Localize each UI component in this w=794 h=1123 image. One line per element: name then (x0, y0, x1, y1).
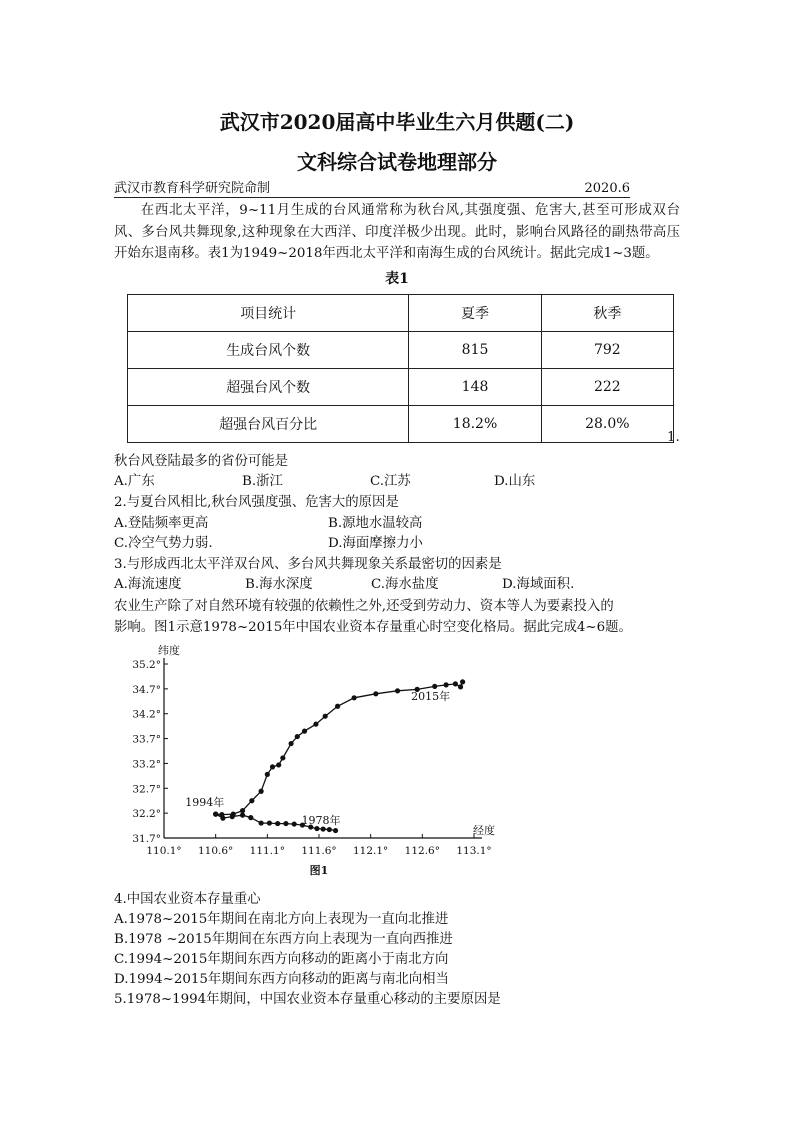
question-4-stem: 4.中国农业资本存量重心 (114, 892, 261, 907)
table-cell: 超强台风个数 (128, 369, 409, 406)
data-point (270, 764, 275, 769)
table-row (128, 369, 674, 406)
figure-1-chart (114, 640, 534, 880)
x-tick-label: 113.1° (456, 845, 492, 857)
data-point (313, 722, 318, 727)
data-point (275, 821, 280, 826)
table-cell: 148 (409, 369, 541, 406)
chart-labels-layer (158, 643, 495, 877)
table-cell: 生成台风个数 (128, 332, 409, 369)
question-5-stem: 5.1978~1994年期间，中国农业资本存量重心移动的主要原因是 (114, 992, 501, 1007)
option-a: A.1978~2015年期间在南北方向上表现为一直向北推进 (114, 912, 449, 927)
point-annotation: 1978年 (301, 814, 341, 828)
table-header-cell: 秋季 (541, 295, 673, 332)
y-tick-label: 32.7° (132, 783, 161, 796)
data-point (292, 821, 297, 826)
figure-caption: 图1 (309, 864, 329, 877)
x-tick-label: 110.6° (198, 845, 234, 857)
question-3-options (114, 575, 674, 595)
x-axis-label: 经度 (473, 824, 495, 837)
data-point (453, 681, 458, 686)
question-1-stem: 秋台风登陆最多的省份可能是 (114, 454, 289, 469)
y-tick-label: 32.2° (132, 808, 161, 821)
typhoon-stats-table (127, 294, 674, 443)
y-tick-label: 35.2° (132, 659, 161, 671)
x-tick-label: 111.6° (301, 845, 337, 857)
data-point (395, 688, 400, 693)
x-tick-label: 111.1° (249, 845, 285, 857)
x-tick-label: 110.1° (146, 845, 182, 857)
option-a: A.登陆频率更高 (114, 516, 209, 531)
option-c: C.1994~2015年期间东西方向移动的距离小于南北方向 (114, 952, 449, 967)
data-point (219, 812, 224, 817)
point-annotation: 1994年 (185, 796, 225, 810)
table-cell: 28.0% (541, 406, 673, 443)
data-point (240, 813, 245, 818)
data-point (259, 820, 264, 825)
source-date: 2020.6 (584, 181, 630, 196)
data-point (302, 729, 307, 734)
table-header-cell: 项目统计 (128, 295, 409, 332)
exam-title: 武汉市2020届高中毕业生六月供题(二) (219, 110, 575, 134)
question-3-stem: 3.与形成西北太平洋双台风、多台风共舞现象关系最密切的因素是 (114, 557, 502, 572)
table-cell: 792 (541, 332, 673, 369)
data-point (373, 691, 378, 696)
table-row (128, 332, 674, 369)
table-header-cell: 夏季 (409, 295, 541, 332)
x-tick-label: 112.6° (404, 845, 440, 857)
paragraph-2-line-1: 农业生产除了对自然环境有较强的依赖性之外,还受到劳动力、资本等人为要素投入的 (114, 599, 614, 614)
table-cell: 815 (409, 332, 541, 369)
table-cell: 超强台风百分比 (128, 406, 409, 443)
table-row (128, 406, 674, 443)
paragraph-2-line-2: 影响。图1示意1978~2015年中国农业资本存量重心时空变化格局。据此完成4~6题。 (114, 620, 632, 635)
option-c: C.江苏 (370, 474, 411, 489)
option-d: D.海面摩擦力小 (328, 536, 423, 551)
table-cell: 18.2% (409, 406, 541, 443)
option-d: D.1994~2015年期间东西方向移动的距离与南北向相当 (114, 972, 449, 987)
question-1-options (114, 472, 674, 492)
option-a: A.海流速度 (114, 577, 182, 592)
data-point (231, 812, 236, 817)
y-tick-label: 33.7° (132, 733, 161, 746)
data-point (248, 815, 253, 820)
data-point (460, 679, 465, 684)
option-c: C.冷空气势力弱. (114, 536, 213, 551)
table-cell: 222 (541, 369, 673, 406)
data-point (352, 695, 357, 700)
question-1-number: 1. (667, 430, 680, 445)
question-2-stem: 2.与夏台风相比,秋台风强度强、危害大的原因是 (114, 495, 399, 510)
y-tick-label: 31.7° (132, 833, 161, 845)
data-point (295, 734, 300, 739)
option-b: B.源地水温较高 (328, 516, 423, 531)
y-tick-label: 34.7° (132, 683, 161, 696)
table-caption: 表1 (385, 271, 409, 287)
data-point (444, 682, 449, 687)
data-point (280, 755, 285, 760)
exam-subtitle: 文科综合试卷地理部分 (297, 150, 497, 174)
data-point (267, 820, 272, 825)
y-tick-label: 34.2° (132, 708, 161, 721)
data-point (321, 826, 326, 831)
data-point (265, 772, 270, 777)
data-point (283, 821, 288, 826)
question-2-options-row1 (114, 514, 674, 534)
y-tick-label: 33.2° (132, 758, 161, 771)
data-point (335, 704, 340, 709)
option-b: B.1978 ~2015年期间在东西方向上表现为一直向西推进 (114, 932, 453, 947)
option-d: D.海域面积. (502, 577, 575, 592)
x-tick-label: 112.1° (353, 845, 389, 857)
table-header-row (128, 295, 674, 332)
data-point (432, 684, 437, 689)
data-point (327, 827, 332, 832)
source-line (114, 180, 630, 198)
option-b: B.浙江 (242, 474, 283, 489)
question-2-options-row2 (114, 534, 674, 554)
option-a: A.广东 (114, 474, 155, 489)
intro-paragraph: 在西北太平洋，9~11月生成的台风通常称为秋台风,其强度强、危害大,甚至可形成双台风、多台风共舞现象,这种现象在大西洋、印度洋极少出现。此时，影响台风路径的副热带高压开始东退南移。表1为1949~2018年西北太平洋和南海生成的台风统计。据此完成1~3题。 (114, 203, 680, 261)
data-point (323, 714, 328, 719)
data-point (458, 684, 463, 689)
option-b: B.海水深度 (245, 577, 313, 592)
data-point (259, 789, 264, 794)
point-annotation: 2015年 (411, 689, 451, 703)
y-axis-label: 纬度 (158, 644, 180, 657)
data-point (276, 762, 281, 767)
data-point (240, 808, 245, 813)
option-d: D.山东 (494, 474, 536, 489)
data-point (213, 812, 218, 817)
data-point (249, 798, 254, 803)
source-author: 武汉市教育科学研究院命制 (114, 181, 271, 196)
data-point (289, 741, 294, 746)
data-point (333, 828, 338, 833)
option-c: C.海水盐度 (371, 577, 439, 592)
